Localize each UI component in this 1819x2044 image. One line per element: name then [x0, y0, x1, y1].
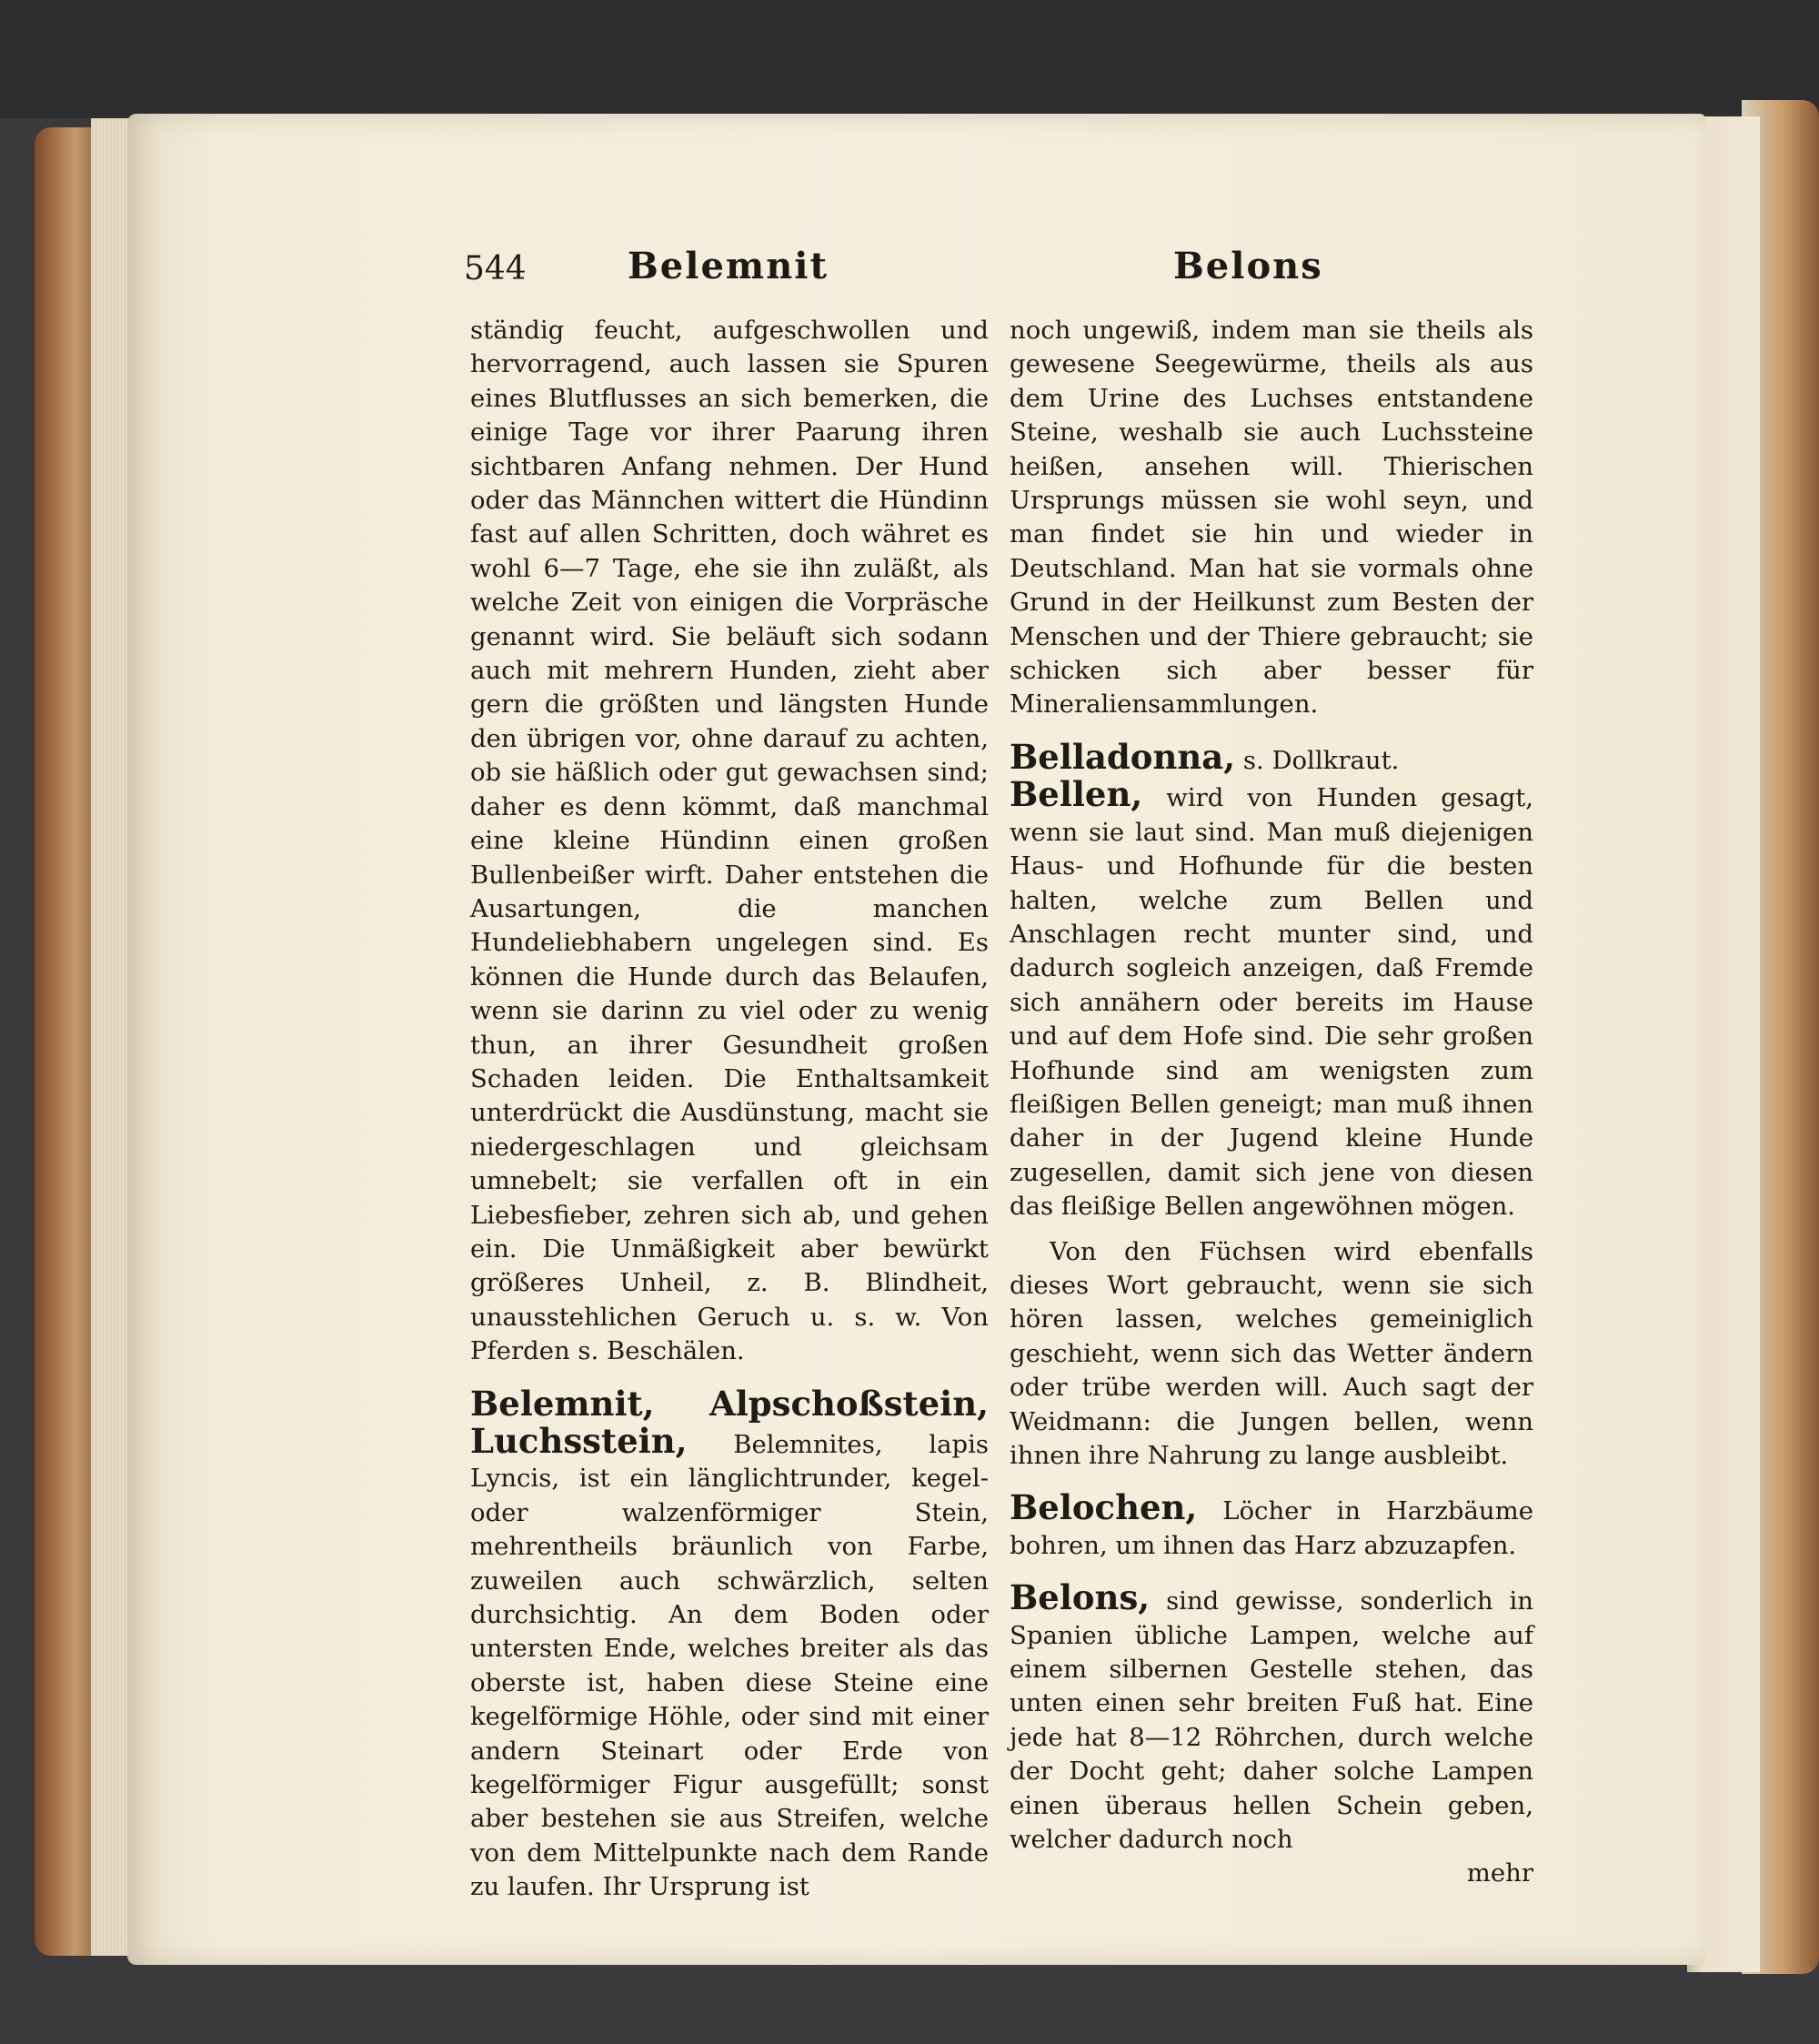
- headword-belons: Belons,: [1010, 1577, 1151, 1618]
- paragraph-belemnit-continued: noch ungewiß, indem man sie theils als gewesene Seegewürme, theils als aus dem Urine des Luchses entstandene Steine, weshalb sie auch Luchssteine heißen, ansehen will. Thierischen Ursprungs müssen sie wohl seyn, und man findet sie hin und wieder in Deutschland. Man hat sie vormals ohne Grund in der Heilkunst zum Besten der Menschen und der Thiere gebraucht; sie schicken sich aber besser für Mineraliensammlungen.: [1010, 316, 1533, 720]
- page-number: 544: [464, 250, 527, 287]
- entry-belons: [1010, 1577, 1533, 1857]
- paragraph-bellen-fuechse: Von den Füchsen wird ebenfalls dieses Wort gebraucht, wenn sie sich hören lassen, welches gemeiniglich geschieht, wenn sich das Wetter ändern oder trübe werden will. Auch sagt der Weidmann: die Jungen bellen, wenn ihnen ihre Nahrung zu lange ausbleibt.: [1010, 1236, 1533, 1470]
- running-head-right: Belons: [1173, 245, 1323, 287]
- entry-bellen: [1010, 774, 1534, 1223]
- headword-belladonna: Belladonna,: [1010, 736, 1236, 777]
- catchword: mehr: [1466, 1858, 1533, 1888]
- entry-belochen: [1010, 1487, 1533, 1563]
- entry-text-belons: sind gewisse, sonderlich in Spanien übliche Lampen, welche auf einem silbernen Gestelle stehen, das unten einen sehr breiten Fuß hat. Eine jede hat 8—12 Röhrchen, durch welche der Docht geht; daher solche Lampen einen überaus hellen Schein geben, welcher dadurch noch: [1010, 1586, 1533, 1855]
- headword-belemnit: Belemnit, Alpschoßstein, Luchsstein,: [470, 1383, 989, 1461]
- running-head-left: Belemnit: [628, 245, 829, 287]
- entry-text-bellen: wird von Hunden gesagt, wenn sie laut sind. Man muß diejenigen Haus- und Hofhunde für die besten halten, welche zum Bellen und Anschlagen recht munter sind, und dadurch sogleich anzeigen, daß Fremde sich annähern oder bereits im Hause und auf dem Hofe sind. Die sehr großen Hofhunde sind am wenigsten zum fleißigen Bellen geneigt; man muß ihnen daher in der Jugend kleine Hunde zugesellen, damit sich jene von diesen das fleißige Bellen angewöhnen mögen.: [1010, 783, 1534, 1222]
- entry-belladonna: [1010, 736, 1533, 778]
- right-column: [1010, 314, 1533, 1891]
- page-header: [464, 241, 1373, 296]
- paragraph-hundinn-continued: ständig feucht, aufgeschwollen und hervorragend, auch lassen sie Spuren eines Blutflusses an sich bemerken, die einige Tage vor ihrer Paarung ihren sichtbaren Anfang nehmen. Der Hund oder das Männchen wittert die Hündinn fast auf allen Schritten, doch währet es wohl 6—7 Tage, ehe sie ihn zuläßt, als welche Zeit von einigen die Vorpräsche genannt wird. Sie beläuft sich sodann auch mit mehrern Hunden, zieht aber gern die größten und längsten Hunde den übrigen vor, ohne darauf zu achten, ob sie häßlich oder gut gewachsen sind; daher es denn kömmt, daß manchmal eine kleine Hündinn einen großen Bullenbeißer wirft. Daher entstehen die Ausartungen, die manchen Hundeliebhabern ungelegen sind. Es können die Hunde durch das Belaufen, wenn sie darinn zu viel oder zu wenig thun, an ihrer Gesundheit großen Schaden leiden. Die Enthaltsamkeit unterdrückt die Ausdünstung, macht sie niedergeschlagen und gleichsam umnebelt; sie verfallen oft in ein Liebesfieber, zehren sich ab, und gehen ein. Die Unmäßigkeit aber bewürkt größeres Unheil, z. B. Blindheit, unausstehlichen Geruch u. s. w. Von Pferden s. Beschälen.: [470, 316, 989, 1366]
- headword-bellen: Bellen,: [1010, 774, 1143, 815]
- headword-belochen: Belochen,: [1010, 1487, 1198, 1528]
- left-column: [470, 314, 989, 1905]
- entry-belemnit: [470, 1383, 989, 1905]
- spacer: [1010, 1224, 1533, 1235]
- entry-text-belladonna: s. Dollkraut.: [1242, 745, 1400, 775]
- entry-text-belemnit: Belemnites, lapis Lyncis, ist ein länglichtrunder, kegel- oder walzenförmiger Stein, mehrentheils bräunlich von Farbe, zuweilen auch schwärzlich, selten durchsichtig. An dem Boden oder untersten Ende, welches breiter als das oberste ist, haben diese Steine eine kegelförmige Höhle, oder sind mit einer andern Steinart oder Erde von kegelförmiger Figur ausgefüllt; sonst aber bestehen sie aus Streifen, welche von dem Mittelpunkte nach dem Rande zu laufen. Ihr Ursprung ist: [470, 1430, 989, 1902]
- backdrop: [0, 0, 1819, 118]
- entry-text-belochen: Löcher in Harzbäume bohren, um ihnen das Harz abzuzapfen.: [1010, 1496, 1533, 1560]
